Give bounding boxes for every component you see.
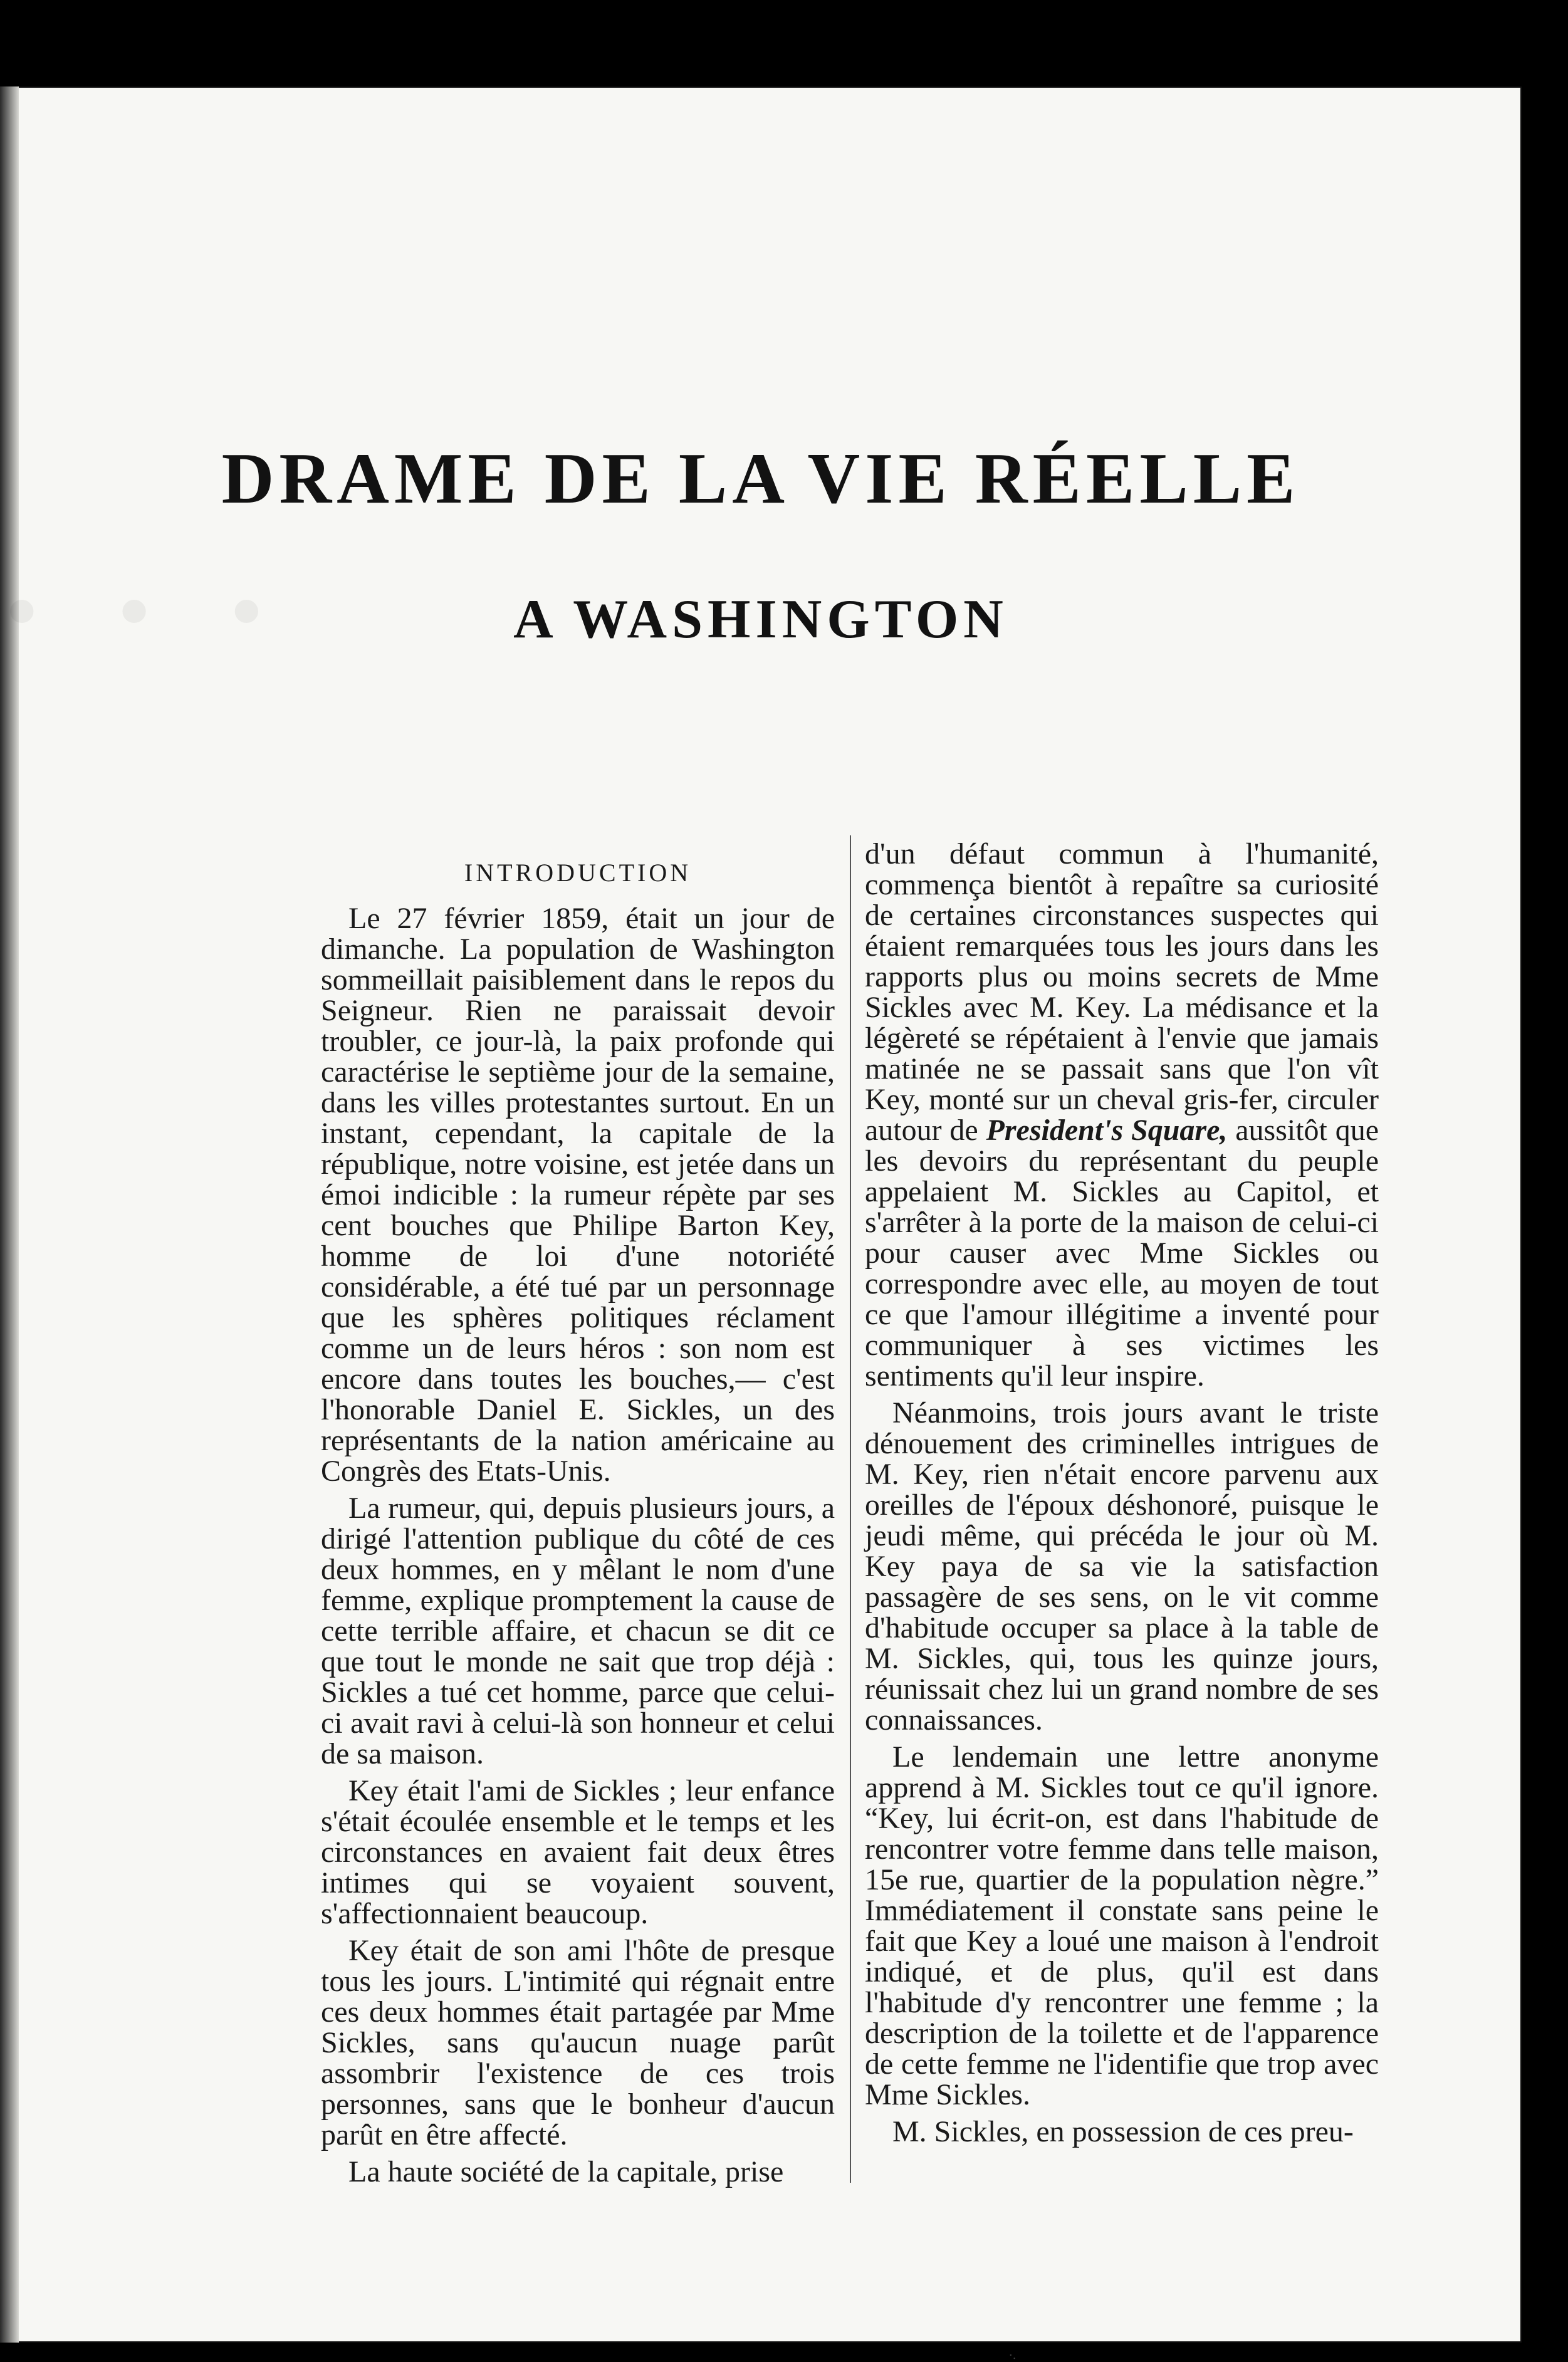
column-divider	[850, 835, 851, 2183]
paragraph: Le lendemain une lettre anonyme apprend à M. Sickles tout ce qu'il ignore. “Key, lui écrit-on, est dans l'habitude de rencontrer votre femme dans telle maison, 15e rue, quartier de la population nègre.” Immédiatement il constate sans peine le fait que Key a loué une maison à l'endroit indiqué, et de plus, qu'il est dans l'habitude d'y rencontrer une femme ; la description de la toilette et de l'apparence de cette femme ne l'identifie que trop avec Mme Sickles.	[865, 1740, 1379, 2111]
paragraph: Key était l'ami de Sickles ; leur enfance s'était écoulée ensemble et le temps et les circonstances en avaient fait deux êtres intimes qui se voyaient souvent, s'affectionnaient beaucoup.	[321, 1774, 835, 1930]
page-title: DRAME DE LA VIE RÉELLE	[221, 439, 1300, 519]
text-run: aussitôt que les devoirs du représentant du peuple appelaient M. Sickles au Capitol, et s'arrêter à la porte de la maison de celui-ci pour causer avec Mme Sickles ou correspondre avec elle, au moyen de tout ce que l'amour illégitime a inventé pour communiquer à ses victimes les sentiments qu'il leur inspire.	[865, 1114, 1379, 1393]
book-page	[0, 86, 1522, 2362]
page-binding-edge	[0, 86, 19, 2343]
paragraph	[865, 839, 1379, 1391]
page-subtitle: A WASHINGTON	[513, 589, 1008, 650]
text-run: d'un défaut commun à l'humanité, commença bientôt à repaître sa curiosité de certaines circonstances suspectes qui étaient remarquées tous les jours dans les rapports plus ou moins secrets de Mme Sickles avec M. Key. La médisance et la légèreté se répétaient à l'envie que jamais matinée ne se passait sans que l'on vît Key, monté sur un cheval gris-fer, circuler autour de	[865, 837, 1379, 1147]
paragraph: Le 27 février 1859, était un jour de dimanche. La population de Washington sommeillait paisiblement dans le repos du Seigneur. Rien ne paraissait devoir troubler, ce jour-là, la paix profonde qui caractérise le septième jour de la semaine, dans les villes protestantes surtout. En un instant, cependant, la capitale de la république, notre voisine, est jetée dans un émoi indicible : la rumeur répète par ses cent bouches que Philipe Barton Key, homme de loi d'une notoriété considérable, a été tué par un personnage que les sphères politiques réclament comme un de leurs héros : son nom est encore dans toutes les bouches,— c'est l'honorable Daniel E. Sickles, un des représentants de la nation américaine au Congrès des Etats-Unis.	[321, 902, 835, 1488]
scan-speck: ·.	[1009, 2349, 1017, 2362]
paragraph: Key était de son ami l'hôte de presque tous les jours. L'intimité qui régnait entre ces deux hommes était partagée par Mme Sickles, sans qu'aucun nuage parût assombrir l'existence de ces trois personnes, sans que le bonheur d'aucun parût en être affecté.	[321, 1934, 835, 2151]
right-column	[865, 839, 1379, 2153]
paragraph: M. Sickles, en possession de ces preu-	[892, 2115, 1354, 2148]
paragraph: Néanmoins, trois jours avant le triste dénouement des criminelles intrigues de M. Key, rien n'était encore parvenu aux oreilles de l'époux déshonoré, puisque le jeudi même, qui précéda le jour où M. Key paya de sa vie la satisfaction passagère de ses sens, on le vit comme d'habitude occuper sa place à la table de M. Sickles, qui, tous les quinze jours, réunissait chez lui un grand nombre de ses connaissances.	[865, 1396, 1379, 1737]
paragraph: La haute société de la capitale, prise	[348, 2155, 784, 2188]
left-column	[321, 839, 835, 2193]
italic-place-name: President's Square,	[986, 1114, 1228, 1147]
section-heading: INTRODUCTION	[464, 859, 692, 887]
paragraph: La rumeur, qui, depuis plusieurs jours, a dirigé l'attention publique du côté de ces deux hommes, en y mêlant le nom d'une femme, explique promptement la cause de cette terrible affaire, et chacun se dit ce que tout le monde ne sait que trop déjà : Sickles a tué cet homme, parce que celui-ci avait ravi à celui-là son honneur et celui de sa maison.	[321, 1492, 835, 1770]
bleed-through-text: · · ·	[0, 538, 281, 685]
